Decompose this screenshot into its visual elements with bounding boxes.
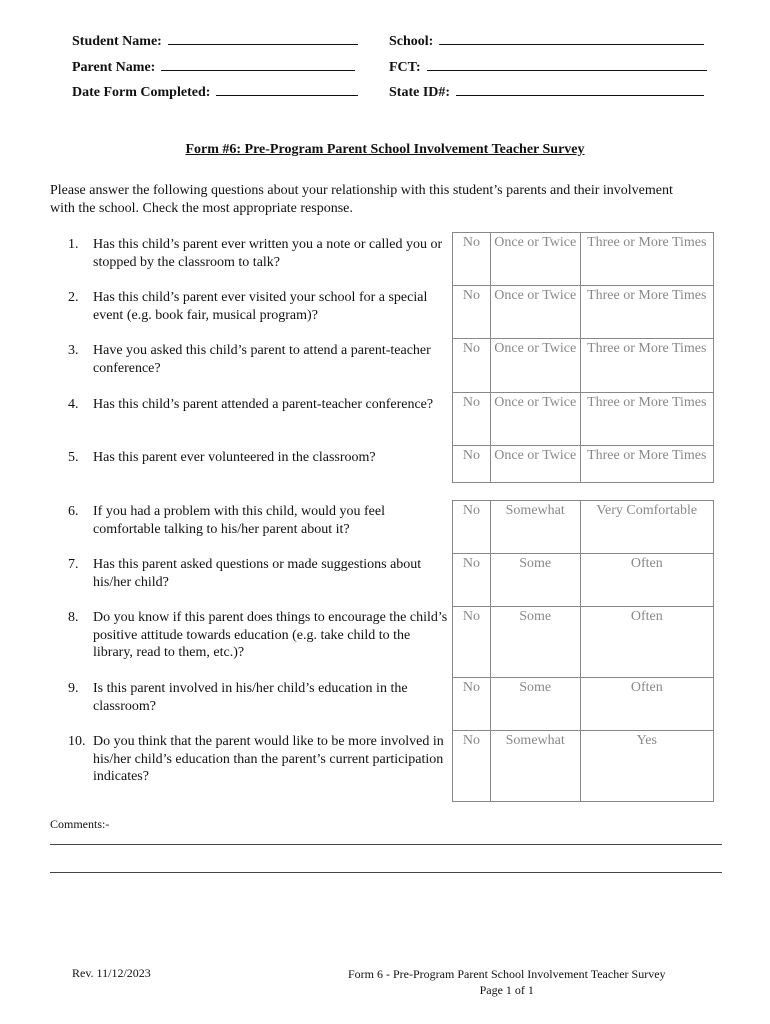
response-option-three-or-more[interactable]: Three or More Times <box>580 339 713 393</box>
question-9 <box>68 680 448 715</box>
date-completed-field[interactable] <box>72 81 358 101</box>
response-option-often[interactable]: Often <box>580 554 713 607</box>
question-number: 3. <box>68 343 79 358</box>
response-row-2 <box>453 286 714 339</box>
question-text: Has this parent ever volunteered in the classroom? <box>93 450 376 465</box>
question-10 <box>68 733 448 786</box>
response-option-somewhat[interactable]: Somewhat <box>490 501 580 554</box>
response-option-three-or-more[interactable]: Three or More Times <box>580 233 713 286</box>
state-id-line[interactable] <box>456 81 704 96</box>
response-option-three-or-more[interactable]: Three or More Times <box>580 286 713 339</box>
comments-label: Comments:- <box>50 817 110 831</box>
comment-line-2[interactable] <box>50 872 722 873</box>
question-2 <box>68 289 448 324</box>
response-row-3 <box>453 339 714 393</box>
footer-form-info <box>348 966 666 998</box>
date-completed-line[interactable] <box>216 81 358 96</box>
question-text: Do you know if this parent does things to encourage the child’s positive attitude towards education (e.g. take child to the library, read to them, etc.)? <box>93 610 448 660</box>
response-row-6 <box>453 501 714 554</box>
response-row-7 <box>453 554 714 607</box>
response-option-no[interactable]: No <box>453 678 491 731</box>
question-number: 9. <box>68 681 79 696</box>
question-number: 5. <box>68 450 79 465</box>
response-option-yes[interactable]: Yes <box>580 731 713 802</box>
question-number: 6. <box>68 504 79 519</box>
response-option-once-or-twice[interactable]: Once or Twice <box>490 286 580 339</box>
question-number: 10. <box>68 734 86 749</box>
response-option-once-or-twice[interactable]: Once or Twice <box>490 446 580 483</box>
response-row-9 <box>453 678 714 731</box>
question-4 <box>68 396 448 414</box>
response-option-once-or-twice[interactable]: Once or Twice <box>490 339 580 393</box>
question-text: Do you think that the parent would like to be more involved in his/her child’s education than the parent’s current participation indicates? <box>93 734 444 784</box>
form-title: Form #6: Pre-Program Parent School Involvement Teacher Survey <box>185 142 585 157</box>
footer-revision: Rev. 11/12/2023 <box>72 966 151 980</box>
response-grid-2 <box>452 500 714 802</box>
response-option-somewhat[interactable]: Somewhat <box>490 731 580 802</box>
question-text: Has this child’s parent ever written you a note or called you or stopped by the classroom to talk? <box>93 237 443 270</box>
parent-name-field[interactable] <box>72 56 355 76</box>
response-option-often[interactable]: Often <box>580 678 713 731</box>
footer-page-number: Page 1 of 1 <box>479 983 534 997</box>
response-option-no[interactable]: No <box>453 339 491 393</box>
question-text: Has this parent asked questions or made suggestions about his/her child? <box>93 557 422 590</box>
response-option-three-or-more[interactable]: Three or More Times <box>580 446 713 483</box>
response-option-once-or-twice[interactable]: Once or Twice <box>490 393 580 446</box>
parent-name-label: Parent Name: <box>72 60 156 75</box>
response-option-no[interactable]: No <box>453 501 491 554</box>
question-1 <box>68 236 448 271</box>
response-option-very-comfortable[interactable]: Very Comfortable <box>580 501 713 554</box>
question-number: 7. <box>68 557 79 572</box>
student-name-line[interactable] <box>168 30 358 45</box>
response-row-1 <box>453 233 714 286</box>
response-option-no[interactable]: No <box>453 731 491 802</box>
fct-line[interactable] <box>427 56 707 71</box>
response-option-often[interactable]: Often <box>580 607 713 678</box>
student-name-label: Student Name: <box>72 34 162 49</box>
question-number: 8. <box>68 610 79 625</box>
state-id-field[interactable] <box>389 81 704 101</box>
response-option-once-or-twice[interactable]: Once or Twice <box>490 233 580 286</box>
question-number: 1. <box>68 237 79 252</box>
response-option-no[interactable]: No <box>453 286 491 339</box>
response-option-no[interactable]: No <box>453 446 491 483</box>
response-option-no[interactable]: No <box>453 607 491 678</box>
question-text: If you had a problem with this child, would you feel comfortable talking to his/her parent about it? <box>93 504 385 537</box>
response-grid-1 <box>452 232 714 483</box>
response-row-5 <box>453 446 714 483</box>
fct-field[interactable] <box>389 56 707 76</box>
school-field[interactable] <box>389 30 704 50</box>
response-option-some[interactable]: Some <box>490 554 580 607</box>
state-id-label: State ID#: <box>389 85 451 100</box>
fct-label: FCT: <box>389 60 421 75</box>
question-3 <box>68 342 448 377</box>
response-option-some[interactable]: Some <box>490 678 580 731</box>
response-option-three-or-more[interactable]: Three or More Times <box>580 393 713 446</box>
response-option-no[interactable]: No <box>453 554 491 607</box>
response-row-10 <box>453 731 714 802</box>
question-text: Have you asked this child’s parent to attend a parent-teacher conference? <box>93 343 431 376</box>
response-option-no[interactable]: No <box>453 233 491 286</box>
footer-form-name: Form 6 - Pre-Program Parent School Involvement Teacher Survey <box>348 967 666 981</box>
question-text: Is this parent involved in his/her child’s education in the classroom? <box>93 681 408 714</box>
school-line[interactable] <box>439 30 704 45</box>
response-option-no[interactable]: No <box>453 393 491 446</box>
question-number: 2. <box>68 290 79 305</box>
student-name-field[interactable] <box>72 30 358 50</box>
question-7 <box>68 556 448 591</box>
parent-name-line[interactable] <box>161 56 355 71</box>
comment-line-1[interactable] <box>50 844 722 845</box>
school-label: School: <box>389 34 434 49</box>
response-row-4 <box>453 393 714 446</box>
question-6 <box>68 503 448 538</box>
question-8 <box>68 609 448 662</box>
instructions: Please answer the following questions about your relationship with this student’s parents and their involvement with the school. Check the most appropriate response. <box>50 183 673 216</box>
response-option-some[interactable]: Some <box>490 607 580 678</box>
question-text: Has this child’s parent ever visited your school for a special event (e.g. book fair, musical program)? <box>93 290 428 323</box>
response-row-8 <box>453 607 714 678</box>
date-completed-label: Date Form Completed: <box>72 85 211 100</box>
question-number: 4. <box>68 397 79 412</box>
question-5 <box>68 449 448 467</box>
question-text: Has this child’s parent attended a parent-teacher conference? <box>93 397 434 412</box>
